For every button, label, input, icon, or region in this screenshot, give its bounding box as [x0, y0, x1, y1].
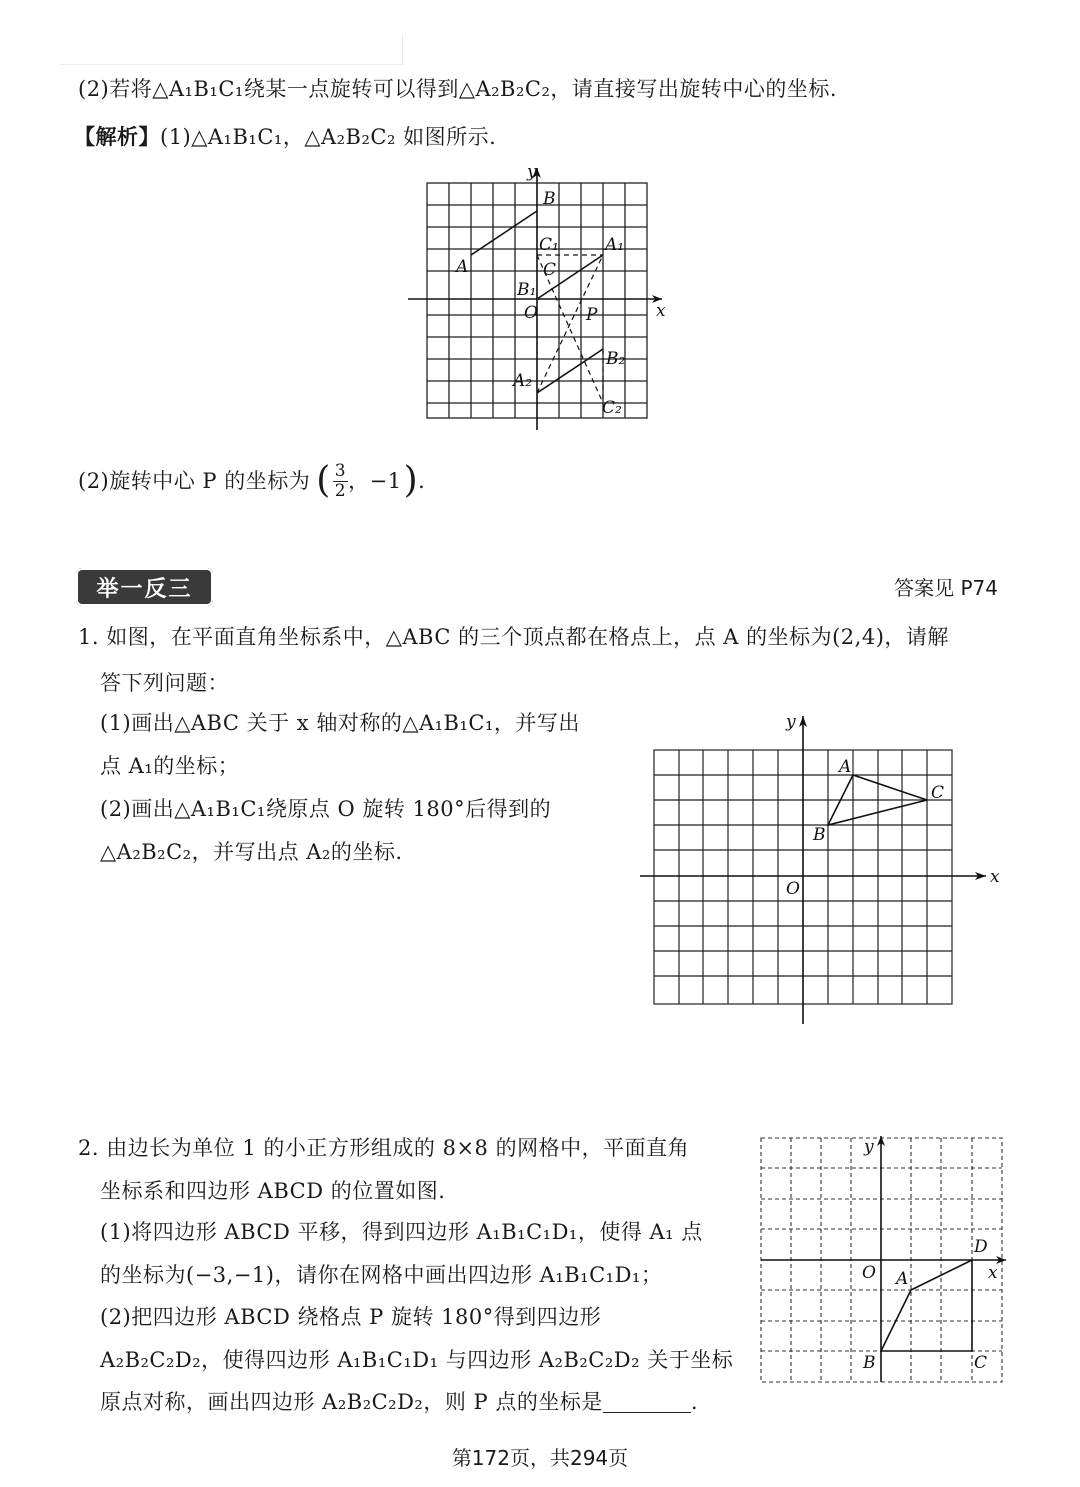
- fig3-point-B: B: [863, 1353, 876, 1373]
- analysis-line-1: [74, 126, 496, 148]
- q1-part2-line1: (2)画出△A₁B₁C₁绕原点 O 旋转 180°后得到的: [100, 797, 552, 821]
- part2-question: (2)若将△A₁B₁C₁绕某一点旋转可以得到△A₂B₂C₂，请直接写出旋转中心的坐标.: [78, 77, 838, 101]
- q1-line1: 1. 如图，在平面直角坐标系中，△ABC 的三个顶点都在格点上，点 A 的坐标为(2,4)，请解: [78, 625, 949, 649]
- fig1-point-B: B: [543, 189, 556, 209]
- fig1-point-A2: A₂: [513, 371, 533, 391]
- q2-line5: (2)把四边形 ABCD 绕格点 P 旋转 180°得到四边形: [100, 1305, 602, 1329]
- fig3-x-label: x: [988, 1263, 998, 1283]
- q1-part2-line2: △A₂B₂C₂，并写出点 A₂的坐标.: [100, 840, 403, 864]
- q1-part1-line2: 点 A₁的坐标；: [100, 754, 240, 778]
- fig2-x-label: x: [990, 867, 1000, 887]
- q2-line4: 的坐标为(−3,−1)，请你在网格中画出四边形 A₁B₁C₁D₁；: [100, 1263, 663, 1287]
- answer-blank[interactable]: [603, 1394, 691, 1413]
- fig2-point-A: A: [839, 757, 852, 777]
- fig1-point-A1: A₁: [605, 235, 625, 255]
- page-footer: 第172页，共294页: [451, 1446, 629, 1470]
- analysis-line-2: [78, 462, 425, 500]
- fig3-point-A: A: [896, 1269, 909, 1289]
- fig3-origin-label: O: [862, 1263, 876, 1283]
- q2-line7-text: 原点对称，画出四边形 A₂B₂C₂D₂，则 P 点的坐标是: [100, 1390, 603, 1414]
- fig2-point-C: C: [931, 783, 945, 803]
- q1-axes: [640, 716, 986, 1024]
- fig2-origin-label: O: [786, 879, 800, 899]
- fig2-point-B: B: [813, 825, 826, 845]
- q2-line3: (1)将四边形 ABCD 平移，得到四边形 A₁B₁C₁D₁，使得 A₁ 点: [100, 1220, 703, 1244]
- q1-figure: [640, 708, 1010, 1033]
- answer-rest: ，−1: [348, 468, 402, 493]
- fraction-numerator: 3: [334, 461, 347, 481]
- q2-line6: A₂B₂C₂D₂，使得四边形 A₁B₁C₁D₁ 与四边形 A₂B₂C₂D₂ 关于坐标: [100, 1348, 734, 1372]
- analysis-part1: (1)△A₁B₁C₁，△A₂B₂C₂ 如图所示.: [160, 125, 497, 149]
- fig1-point-C1: C₁: [539, 235, 559, 255]
- fig1-point-B1: B₁: [517, 280, 537, 300]
- analysis-part2: (2)旋转中心 P 的坐标为: [78, 468, 311, 493]
- fig1-origin-label: O: [524, 303, 538, 323]
- paren-left: (: [316, 460, 331, 502]
- answer-fraction: [333, 462, 348, 500]
- fig2-y-label: y: [786, 712, 796, 732]
- fraction-denominator: 2: [334, 480, 347, 501]
- solution-figure: [400, 158, 680, 438]
- q2-figure: [750, 1128, 1012, 1388]
- fig3-point-D: D: [974, 1237, 988, 1257]
- quadrilateral-ABCD: [881, 1260, 972, 1351]
- q2-line1: 2. 由边长为单位 1 的小正方形组成的 8×8 的网格中，平面直角: [78, 1136, 690, 1160]
- analysis-label: 【解析】: [74, 124, 160, 149]
- fig1-x-label: x: [656, 301, 666, 321]
- fig1-y-label: y: [527, 162, 537, 182]
- fig1-point-P: P: [586, 305, 598, 325]
- fig1-point-C2: C₂: [602, 398, 622, 418]
- q1-line2: 答下列问题：: [100, 671, 229, 695]
- paren-right: ): [403, 460, 419, 502]
- fig3-y-label: y: [864, 1137, 874, 1157]
- page-header-box: [60, 34, 403, 65]
- period: .: [418, 468, 426, 493]
- fig3-point-C: C: [974, 1353, 988, 1373]
- fig1-point-C: C: [543, 260, 557, 280]
- fig1-point-B2: B₂: [606, 349, 626, 369]
- q1-part1-line1: (1)画出△ABC 关于 x 轴对称的△A₁B₁C₁，并写出: [100, 711, 580, 735]
- fig1-point-A: A: [456, 257, 469, 277]
- answer-reference: 答案见 P74: [894, 576, 998, 600]
- section-badge: 举一反三: [76, 568, 213, 606]
- q2-line7: 原点对称，画出四边形 A₂B₂C₂D₂，则 P 点的坐标是 .: [100, 1390, 699, 1414]
- q2-line2: 坐标系和四边形 ABCD 的位置如图.: [100, 1179, 446, 1203]
